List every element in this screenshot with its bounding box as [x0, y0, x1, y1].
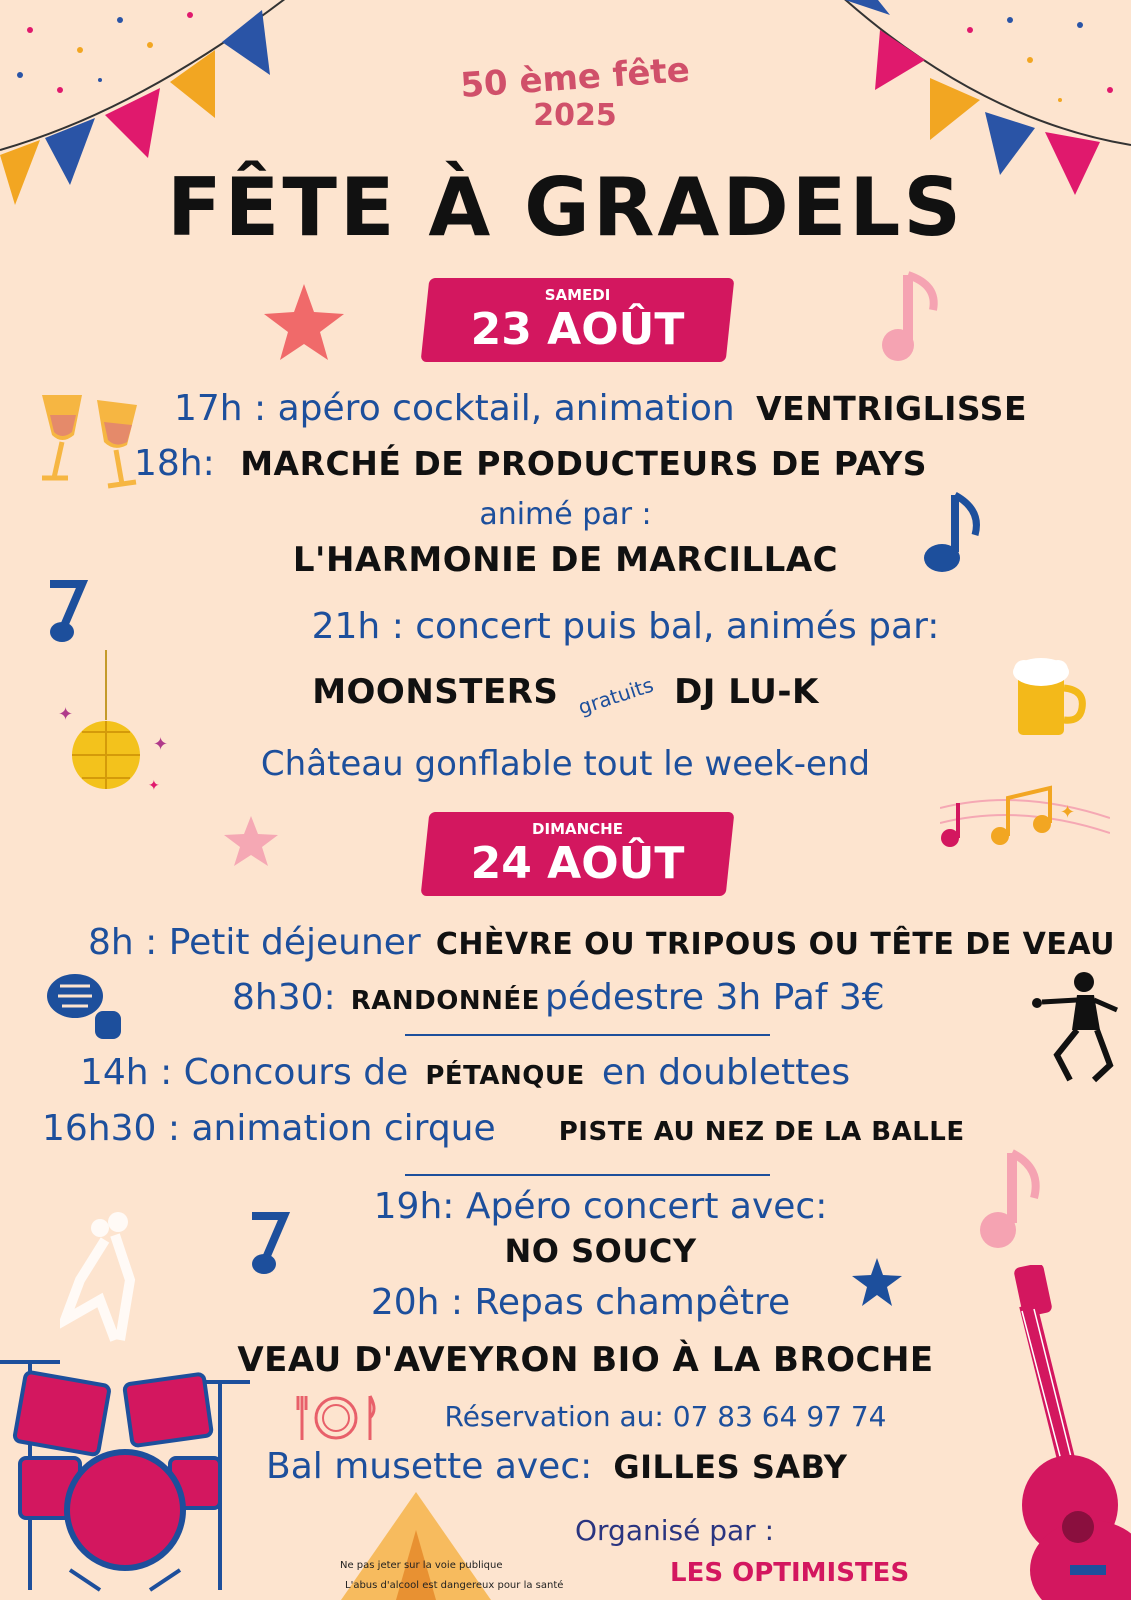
organised-by-label: Organisé par : — [575, 1514, 775, 1547]
sunday-weekday: DIMANCHE — [532, 820, 623, 838]
svg-text:✦: ✦ — [1060, 802, 1076, 823]
anniversary-label: 50 ème fête — [459, 50, 691, 106]
sun-line-5: 19h: Apéro concert avec: — [373, 1186, 828, 1227]
music-note-icon — [970, 1148, 1050, 1258]
sun-line-4-text: 16h30 : animation cirque — [42, 1108, 496, 1149]
footnote-alcohol: L'abus d'alcool est dangereux pour la santé — [345, 1580, 564, 1591]
sat-line-2-bold: MARCHÉ DE PRODUCTEURS DE PAYS — [240, 444, 927, 483]
drum-kit-icon — [0, 1340, 260, 1600]
sat-line-1-bold: VENTRIGLISSE — [756, 389, 1027, 428]
free-label: gratuits — [575, 672, 657, 720]
sunday-date: 24 AOÛT — [470, 838, 685, 889]
sat-line-1-text: 17h : apéro cocktail, animation — [173, 388, 735, 429]
music-note-icon — [920, 490, 990, 580]
sun-line-3-text: 14h : Concours de — [80, 1052, 409, 1093]
sun-line-3-bold: PÉTANQUE — [425, 1061, 585, 1091]
guitar-icon — [1000, 1265, 1131, 1600]
svg-text:✦: ✦ — [148, 778, 160, 790]
saturday-banner — [425, 278, 730, 362]
star-icon — [850, 1256, 904, 1308]
disco-ball-icon — [48, 650, 178, 790]
saturday-date: 23 AOÛT — [470, 304, 685, 355]
sat-line-5: 21h : concert puis bal, animés par: — [311, 606, 940, 647]
shoe-print-icon — [40, 966, 130, 1046]
sun-line-2 — [232, 977, 885, 1018]
dancing-couple-icon — [60, 1210, 160, 1350]
music-notes-icon — [940, 778, 1110, 868]
sat-line-2 — [0, 443, 1131, 484]
sat-line-4: L'HARMONIE DE MARCILLAC — [292, 540, 839, 580]
sun-line-8: VEAU D'AVEYRON BIO À LA BROCHE — [237, 1340, 934, 1380]
music-note-icon — [878, 270, 950, 370]
organiser-name: LES OPTIMISTES — [670, 1558, 910, 1588]
sunday-banner — [425, 812, 730, 896]
star-icon — [222, 814, 280, 870]
saturday-weekday: SAMEDI — [544, 286, 611, 304]
sun-line-2-bold: RANDONNÉE — [350, 986, 540, 1016]
sat-line-7: Château gonflable tout le week-end — [260, 744, 871, 784]
sun-line-4-bold: PISTE AU NEZ DE LA BALLE — [558, 1117, 965, 1147]
star-icon — [262, 282, 346, 362]
band-moonsters: MOONSTERS — [312, 672, 559, 712]
sun-line-10-bold: GILLES SABY — [613, 1448, 848, 1486]
svg-text:✦: ✦ — [58, 704, 74, 725]
music-note-icon — [244, 1206, 294, 1278]
sun-line-10-text: Bal musette avec: — [266, 1446, 593, 1487]
sun-line-3 — [80, 1052, 850, 1093]
page-title: FÊTE À GRADELS — [167, 161, 964, 254]
sun-line-2-rest: pédestre 3h Paf 3€ — [545, 977, 885, 1018]
sun-line-1 — [88, 922, 1115, 963]
sun-line-3-rest: en doublettes — [601, 1052, 851, 1093]
sat-line-2-text: 18h: — [134, 443, 215, 484]
sun-line-10 — [266, 1446, 847, 1487]
sun-line-1-bold: CHÈVRE OU TRIPOUS OU TÊTE DE VEAU — [435, 927, 1115, 962]
petanque-player-icon — [1022, 970, 1127, 1090]
sun-line-2-text: 8h30: — [232, 977, 336, 1018]
divider — [405, 1174, 770, 1176]
sun-line-1-text: 8h : Petit déjeuner — [88, 922, 421, 963]
svg-text:✦: ✦ — [153, 734, 169, 755]
footnote-litter: Ne pas jeter sur la voie publique — [340, 1560, 503, 1571]
plate-cutlery-icon — [294, 1390, 378, 1446]
sat-line-1 — [0, 388, 1131, 429]
sun-line-6: NO SOUCY — [504, 1232, 697, 1270]
band-dj-luk: DJ LU-K — [674, 672, 819, 712]
sat-line-3: animé par : — [479, 497, 652, 532]
sun-line-4 — [42, 1108, 965, 1149]
year-label: 2025 — [533, 98, 617, 133]
sun-line-7: 20h : Repas champêtre — [370, 1282, 791, 1323]
beer-mug-icon — [1010, 650, 1090, 740]
reservation-phone: Réservation au: 07 83 64 97 74 — [444, 1400, 887, 1433]
divider — [405, 1034, 770, 1036]
